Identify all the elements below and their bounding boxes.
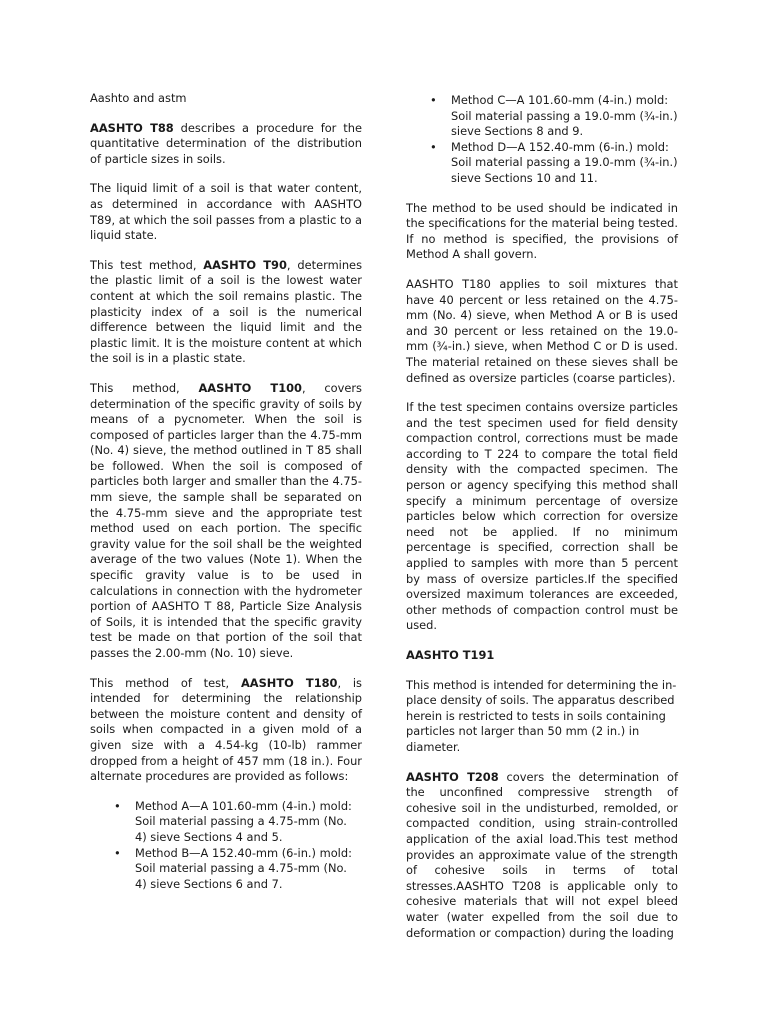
- heading-t191: AASHTO T191: [406, 648, 495, 662]
- left-column: [90, 91, 362, 906]
- method-d-text: Method D—A 152.40-mm (6-in.) mold: Soil material passing a 19.0-mm (¾-in.) sieve Sections 10 and 11.: [451, 139, 678, 185]
- bullet-icon: •: [430, 139, 437, 154]
- paragraph-t191: This method is intended for determining the in-place density of soils. The apparatus described herein is restricted to tests in soils containing particles not larger than 50 mm (2 in.) in diameter.: [406, 677, 677, 754]
- page-title: Aashto and astm: [90, 91, 187, 105]
- t90-text: , determines the plastic limit of a soil is the lowest water content at which the soil remains plastic. The plasticity index of a soil is the numerical difference between the liquid limit and the plastic limit. It is the moisture content at which the soil is in a plastic state.: [90, 257, 362, 366]
- paragraph-t100: [90, 381, 362, 662]
- bullet-icon: •: [114, 845, 121, 860]
- t180-text: , is intended for determining the relationship between the moisture content and density of soils when compacted in a given mold of a given size with a 4.54-kg (10-lb) rammer dropped from a height of 457 mm (18 in.). Four alternate procedures are provided as follows:: [90, 675, 362, 784]
- list-item: [430, 93, 678, 140]
- method-b-text: Method B—A 152.40-mm (6-in.) mold: Soil material passing a 4.75-mm (No. 4) sieve Sections 6 and 7.: [135, 845, 352, 891]
- t100-text: , covers determination of the specific gravity of soils by means of a pycnometer. When the soil is composed of particles larger than the 4.75-mm (No. 4) sieve, the method outlined in T 85 shall be followed. When the soil is composed of particles both larger and smaller than the 4.75-mm sieve, the sample shall be separated on the 4.75-mm sieve and the appropriate test method used on each portion. The specific gravity value for the soil shall be the weighted average of the two values (Note 1). When the specific gravity value is to be used in calculations in connection with the hydrometer portion of AASHTO T 88, Particle Size Analysis of Soils, it is intended that the specific gravity test be made on that portion of the soil that passes the 2.00-mm (No. 10) sieve.: [90, 380, 362, 660]
- paragraph-t88: [90, 121, 362, 168]
- t90-label: AASHTO T90: [203, 257, 287, 272]
- list-item: [114, 846, 362, 893]
- paragraph-t180: [90, 676, 362, 785]
- t88-label: AASHTO T88: [90, 120, 174, 135]
- t180-label: AASHTO T180: [240, 675, 338, 690]
- t180-pre: This method of test,: [90, 675, 241, 690]
- paragraph-t180-applies: AASHTO T180 applies to soil mixtures that have 40 percent or less retained on the 4.75-mm (No. 4) sieve, when Method A or B is used and 30 percent or less retained on the 19.0-mm (¾-in.) sieve, when Method C or D is used. The material retained on these sieves shall be defined as oversize particles (coarse particles).: [406, 276, 678, 385]
- t100-label: AASHTO T100: [198, 380, 302, 395]
- list-item: [114, 799, 362, 846]
- t208-label: AASHTO T208: [406, 769, 499, 784]
- paragraph-liquid-limit: The liquid limit of a soil is that water content, as determined in accordance with AASHTO T89, at which the soil passes from a plastic to a liquid state.: [90, 181, 362, 243]
- t100-pre: This method,: [90, 380, 199, 395]
- list-item: [430, 140, 678, 187]
- method-c-text: Method C—A 101.60-mm (4-in.) mold: Soil material passing a 19.0-mm (¾-in.) sieve Sections 8 and 9.: [451, 93, 678, 139]
- bullet-icon: •: [430, 93, 437, 107]
- t208-text: covers the determination of the unconfined compressive strength of cohesive soil in the undisturbed, remolded, or compacted condition, using strain-controlled application of the axial load.This test method provides an approximate value of the strength of cohesive soils in terms of total stresses.AASHTO T208 is applicable only to cohesive materials that will not expel bleed water (water expelled from the soil due to deformation or compaction) during the loading: [406, 769, 678, 940]
- right-column: [406, 91, 678, 955]
- method-list-right: [430, 93, 678, 187]
- method-a-text: Method A—A 101.60-mm (4-in.) mold: Soil material passing a 4.75-mm (No. 4) sieve Sections 4 and 5.: [135, 798, 352, 844]
- bullet-icon: •: [114, 798, 121, 813]
- t90-pre: This test method,: [90, 257, 204, 272]
- paragraph-t208: [406, 770, 678, 942]
- paragraph-oversize: If the test specimen contains oversize particles and the test specimen used for field density compaction control, corrections must be made according to T 224 to compare the total field density with the compacted specimen. The person or agency specifying this method shall specify a minimum percentage of oversize particles below which correction for oversize need not be applied. If no minimum percentage is specified, correction shall be applied to samples with more than 5 percent by mass of oversize particles.If the specified oversized maximum tolerances are exceeded, other methods of compaction control must be used.: [406, 400, 678, 633]
- t88-text: describes a procedure for the quantitative determination of the distribution of particle sizes in soils.: [90, 120, 362, 166]
- method-list-left: [114, 799, 362, 893]
- paragraph-method-indicated: The method to be used should be indicated in the specifications for the material being tested. If no method is specified, the provisions of Method A shall govern.: [406, 200, 678, 262]
- paragraph-t90: [90, 258, 362, 367]
